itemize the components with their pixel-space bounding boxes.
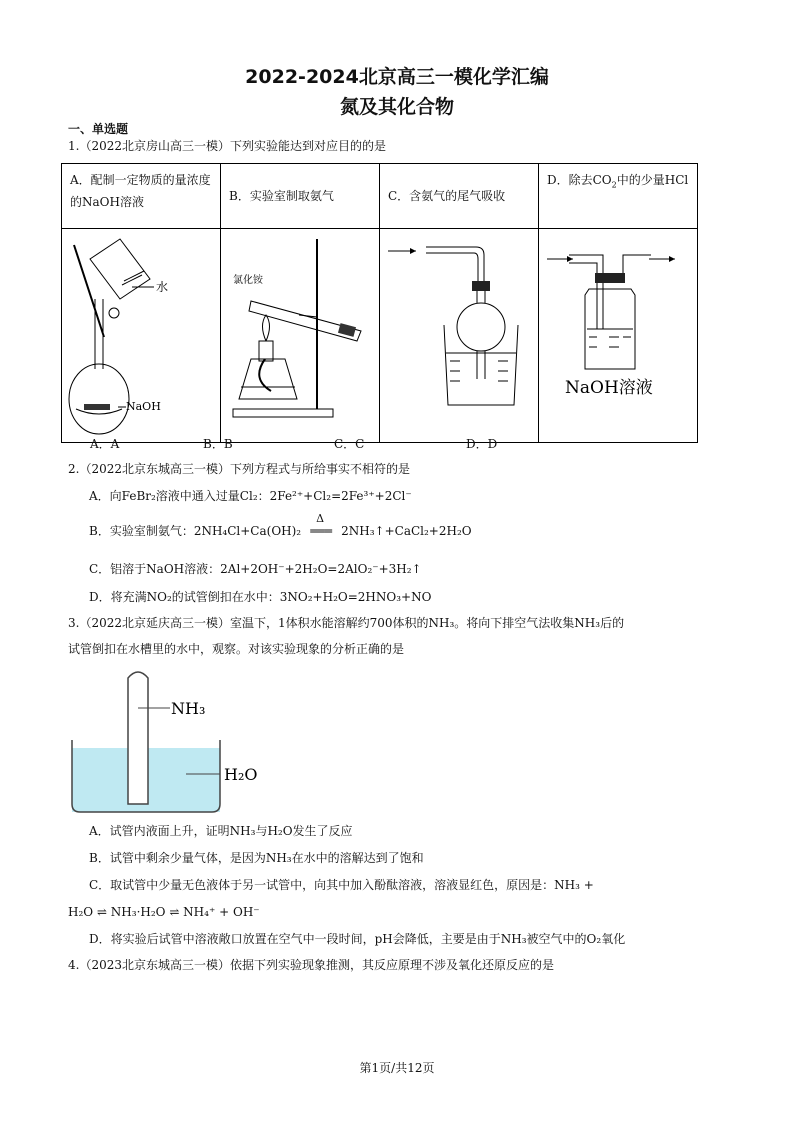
section-heading: 一、单选题 [68, 122, 129, 136]
nh3-label: NH₃ [171, 699, 206, 718]
ammonia-fountain-diagram [68, 664, 308, 816]
page-footer: 第1页/共12页 [359, 1061, 435, 1075]
question-3-option-b: B．试管中剩余少量气体，是因为NH₃在水中的溶解达到了饱和 [89, 851, 424, 865]
question-4-stem: 4.（2023北京东城高三一模）依据下列实验现象推测，其反应原理不涉及氧化还原反应的是 [68, 958, 554, 972]
water-label: 水 [156, 280, 169, 294]
option-d: D．D [466, 437, 498, 451]
question-2-stem: 2.（2022北京东城高三一模）下列方程式与所给事实不相符的是 [68, 462, 410, 476]
document-title: 2022-2024北京高三一模化学汇编 [245, 66, 549, 88]
option-b: B．B [203, 437, 233, 451]
apparatus-b-cell [221, 229, 380, 443]
question-2-option-a: A．向FeBr₂溶液中通入过量Cl₂：2Fe²⁺+Cl₂=2Fe³⁺+2Cl⁻ [89, 489, 412, 503]
question-3-option-a: A．试管内液面上升，证明NH₃与H₂O发生了反应 [89, 824, 353, 838]
cell-a-text: A．配制一定物质的量浓度的NaOH溶液 [62, 164, 221, 229]
option-c: C．C [334, 437, 365, 451]
question-1-table [61, 163, 698, 443]
question-1-stem: 1.（2022北京房山高三一模）下列实验能达到对应目的的是 [68, 139, 386, 153]
cell-b-text: B．实验室制取氨气 [221, 164, 380, 229]
question-2-option-d: D．将充满NO₂的试管倒扣在水中：3NO₂+H₂O=2HNO₃+NO [89, 590, 432, 604]
question-3-stem-line-1: 3.（2022北京延庆高三一模）室温下，1体积水能溶解约700体积的NH₃。将向下排空气法收集NH₃后的 [68, 616, 625, 630]
question-2-option-c: C．铝溶于NaOH溶液：2Al+2OH⁻+2H₂O=2AlO₂⁻+3H₂↑ [89, 562, 422, 576]
option-a: A．A [90, 437, 120, 451]
document-subtitle: 氮及其化合物 [339, 96, 454, 118]
apparatus-d-cell [539, 229, 698, 443]
cell-d-text: D．除去$CO_2$中的少量HCl [539, 164, 698, 229]
cell-c-text: C．含氨气的尾气吸收 [380, 164, 539, 229]
question-3-stem-line-2: 试管倒扣在水槽里的水中，观察。对该实验现象的分析正确的是 [68, 642, 405, 656]
nh4cl-label: 氯化铵 [233, 275, 263, 286]
naoh-solution-label: NaOH溶液 [565, 378, 653, 398]
question-2-option-b: B．实验室制氨气：2NH₄Cl+Ca(OH)₂ Δ ═══ 2NH₃↑+CaCl₂+2H₂O [89, 512, 472, 538]
gas-washing-bottle-diagram [539, 229, 693, 435]
volumetric-flask-diagram [62, 229, 244, 435]
apparatus-c-cell [380, 229, 539, 443]
ammonia-preparation-diagram [221, 229, 373, 435]
naoh-label: NaOH [126, 400, 161, 413]
question-3-option-c-line-2: H₂O ⇌ NH₃·H₂O ⇌ NH₄⁺ + OH⁻ [68, 905, 260, 919]
question-3-option-c-line-1: C．取试管中少量无色液体于另一试管中，向其中加入酚酞溶液，溶液显红色，原因是：NH₃ + [89, 878, 594, 892]
question-3-option-d: D．将实验后试管中溶液敞口放置在空气中一段时间，pH会降低，主要是由于NH₃被空气中的O₂氧化 [89, 932, 626, 946]
tail-gas-absorption-diagram [380, 229, 524, 435]
apparatus-a-cell [62, 229, 221, 443]
h2o-label: H₂O [224, 765, 258, 784]
